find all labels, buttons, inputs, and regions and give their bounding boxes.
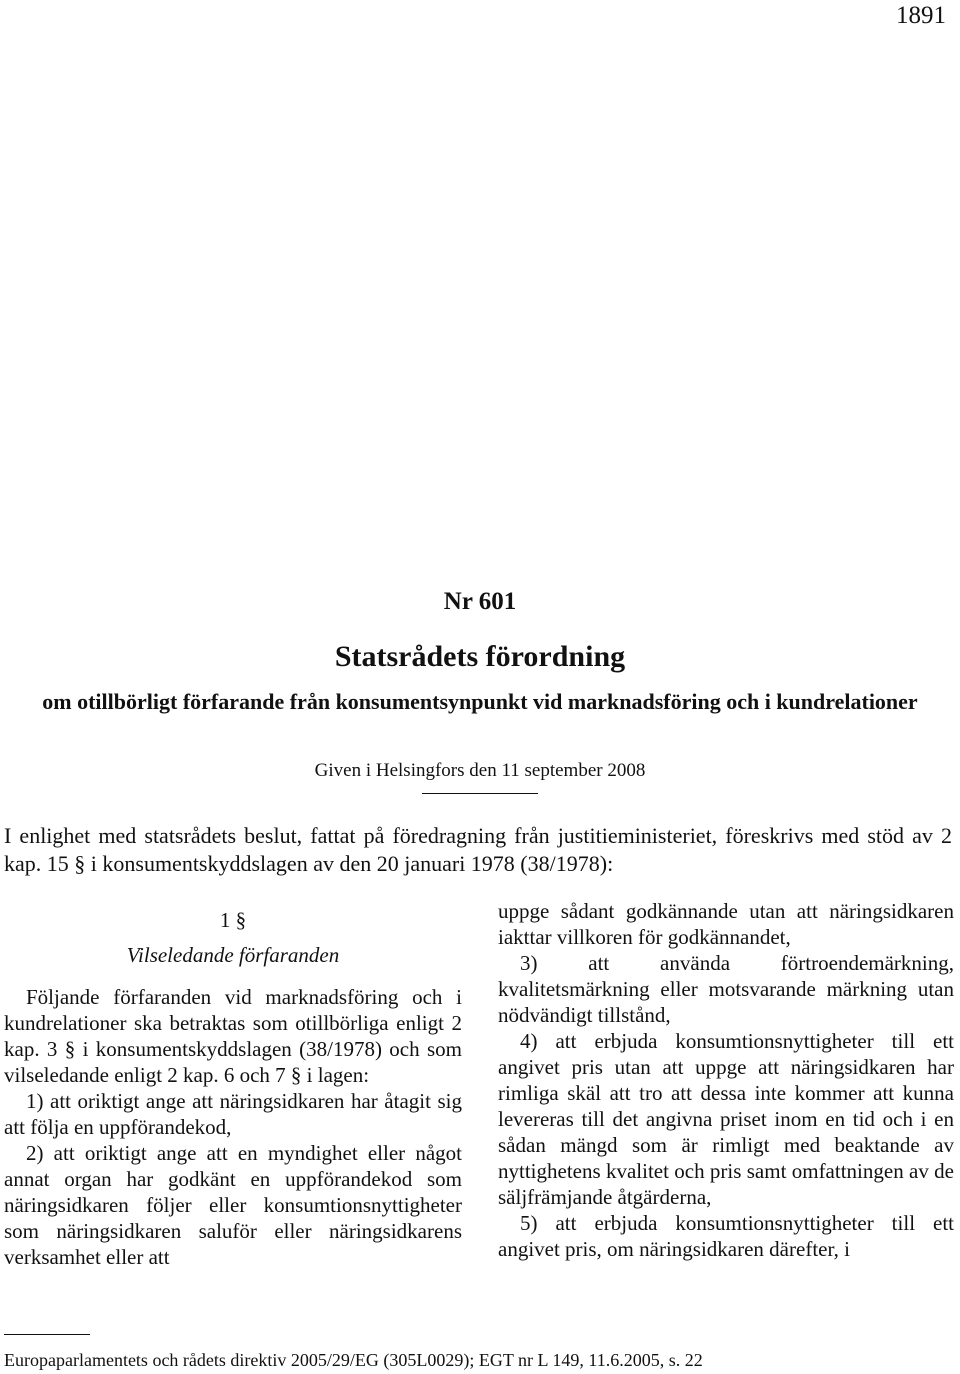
document-subtitle: om otillbörligt förfarande från konsumentsynpunkt vid marknadsföring och i kundrelationer [42,689,918,714]
paragraph: Följande förfaranden vid marknadsföring och i kundrelationer ska betraktas som otillbörliga enligt 2 kap. 3 § i konsumentskyddslagen (38/1978) och som vilseledande enligt 2 kap. 6 och 7 § i lagen: [4,985,462,1087]
section-number: 1 § [219,908,247,932]
footnote-divider [4,1334,90,1335]
page-number: 1891 [896,2,946,29]
list-item: 4) att erbjuda konsumtionsnyttigheter till ett angivet pris utan att uppge att näringsidkaren har rimliga skäl att tro att dessa inte kommer att kunna levereras till det angivna priset inom en tid och i en sådan mängd som är rimligt med beaktande av nyttighetens kvalitet och pris samt omfattningen av de säljfrämjande åtgärderna, [498,1029,954,1209]
given-date: Given i Helsingfors den 11 september 2008 [314,760,646,781]
list-item: 3) att använda förtroendemärkning, kvalitetsmärkning eller motsvarande märkning utan nödvändigt tillstånd, [498,951,954,1027]
list-item: 1) att oriktigt ange att näringsidkaren har åtagit sig att följa en uppförandekod, [4,1089,462,1139]
list-item: 2) att oriktigt ange att en myndighet eller något annat organ har godkänt en uppförandekod som näringsidkaren följer eller konsumtionsnyttigheter som näringsidkaren saluför eller näringsidkarens verksamhet eller att [4,1141,462,1269]
footnote: Europaparlamentets och rådets direktiv 2005/29/EG (305L0029); EGT nr L 149, 11.6.2005, s. 22 [4,1350,703,1370]
title-divider [422,793,538,794]
left-column [4,898,462,1270]
preamble: I enlighet med statsrådets beslut, fattat på föredragning från justitieministeriet, föreskrivs med stöd av 2 kap. 15 § i konsumentskyddslagen av den 20 januari 1978 (38/1978): [4,823,952,876]
paragraph-continuation: uppge sådant godkännande utan att näringsidkaren iakttar villkoren för godkännandet, [498,899,954,949]
statute-number: Nr 601 [443,588,517,615]
section-heading: Vilseledande förfaranden [126,943,340,967]
list-item: 5) att erbjuda konsumtionsnyttigheter till ett angivet pris, om näringsidkaren därefter, i [498,1211,954,1261]
right-column [498,898,954,1262]
document-title: Statsrådets förordning [334,640,626,673]
